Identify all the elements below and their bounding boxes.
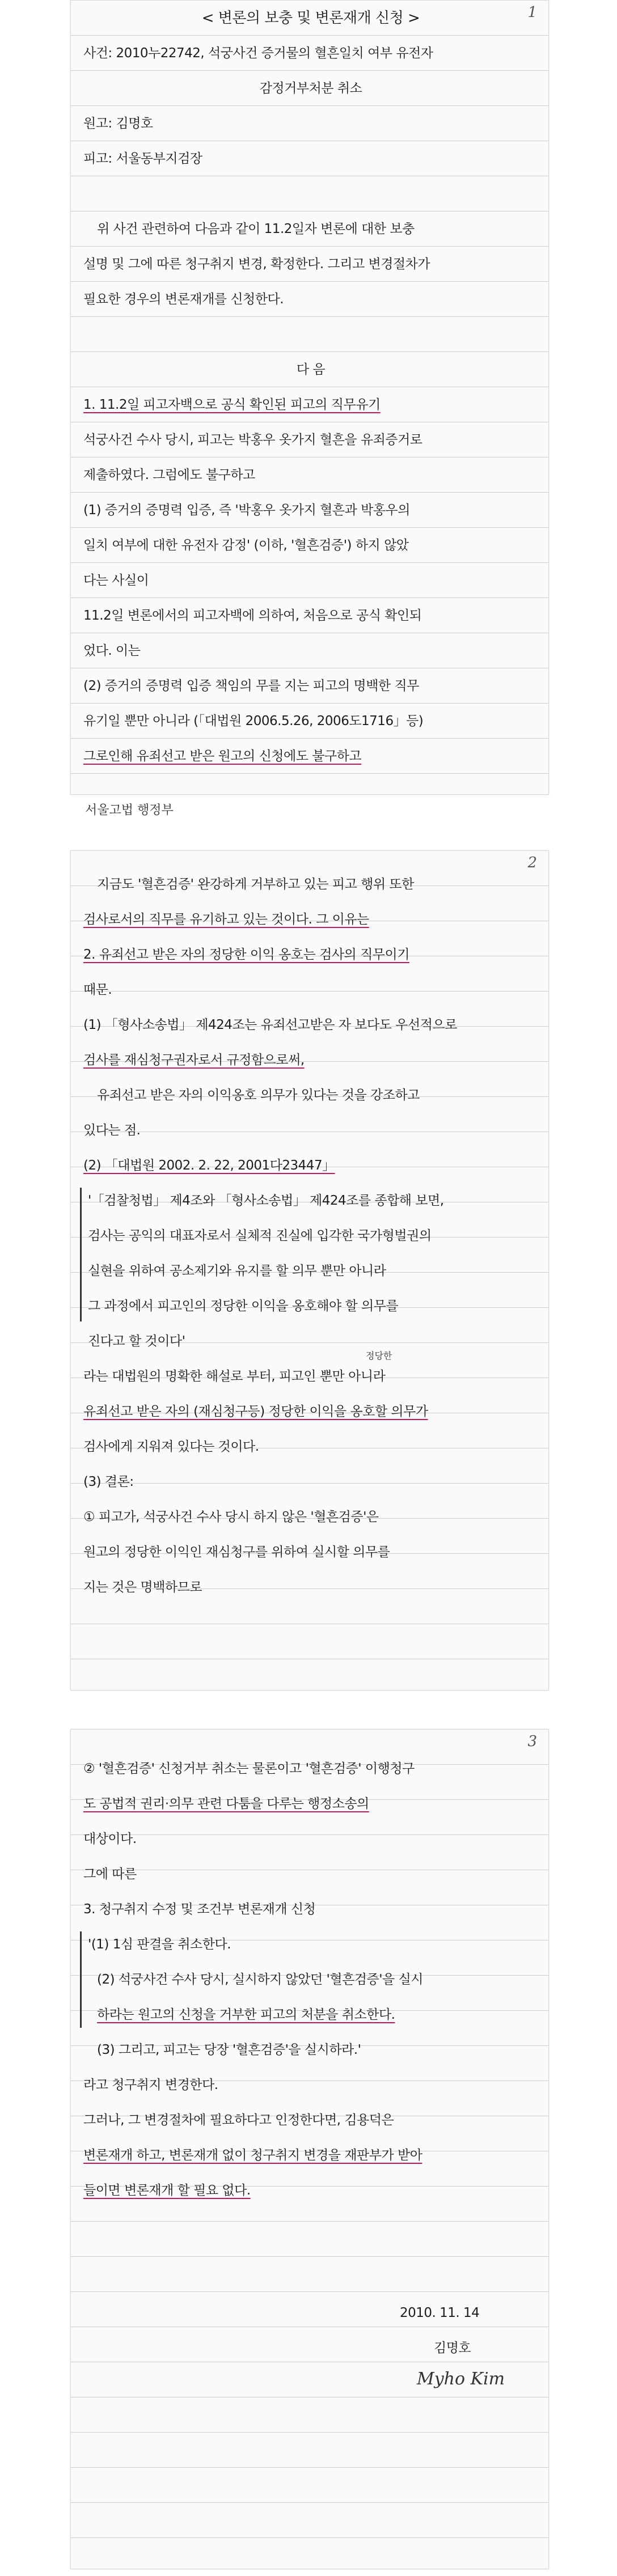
section-heading: 다 음 <box>296 362 326 377</box>
quote-line: '「검찰청법」 제4조와 「형사소송법」 제424조를 종합해 보면, <box>88 1193 444 1208</box>
body-line: (3) 결론: <box>83 1475 134 1489</box>
body-line: (2) 증거의 증명력 입증 책임의 무를 지는 피고의 명백한 직무 <box>83 679 419 693</box>
body-line: 2. 유죄선고 받은 자의 정당한 이익 옹호는 검사의 직무이기 <box>83 947 409 962</box>
page-1 <box>70 0 549 795</box>
body-line: 1. 11.2일 피고자백으로 공식 확인된 피고의 직무유기 <box>83 397 381 412</box>
body-line: 검사에게 지워져 있다는 것이다. <box>83 1439 259 1454</box>
body-line: 있다는 점. <box>83 1123 141 1138</box>
claim-line: 하라는 원고의 신청을 거부한 피고의 처분을 취소한다. <box>97 2007 395 2022</box>
body-line: (1) 「형사소송법」 제424조는 유죄선고받은 자 보다도 우선적으로 <box>83 1018 457 1032</box>
page-number: 3 <box>527 1733 537 1750</box>
body-line: 유죄선고 받은 자의 이익옹호 의무가 있다는 것을 강조하고 <box>97 1088 420 1103</box>
body-line: 대상이다. <box>83 1832 137 1846</box>
claim-line: (3) 그리고, 피고는 당장 '혈흔검증'을 실시하라.' <box>97 2043 361 2057</box>
intro-line: 필요한 경우의 변론재개를 신청한다. <box>83 292 284 307</box>
document-title: < 변론의 보충 및 변론재개 신청 > <box>201 10 420 27</box>
case-line: 사건: 2010누22742, 석궁사건 증거물의 혈흔일치 여부 유전자 <box>83 46 433 61</box>
body-line: 들이면 변론재개 할 필요 없다. <box>83 2183 251 2198</box>
page-number: 1 <box>527 4 537 21</box>
date: 2010. 11. 14 <box>400 2306 480 2320</box>
body-line: 지금도 '혈흔검증' 완강하게 거부하고 있는 피고 행위 또한 <box>97 877 414 892</box>
case-line: 감정거부처분 취소 <box>259 81 362 96</box>
body-line: 그로인해 유죄선고 받은 원고의 신청에도 불구하고 <box>83 749 362 764</box>
body-line: 그러나, 그 변경절차에 필요하다고 인정한다면, 김용덕은 <box>83 2113 394 2128</box>
page-2 <box>70 850 549 1690</box>
quote-line: 검사는 공익의 대표자로서 실체적 진실에 입각한 국가형벌권의 <box>88 1228 432 1243</box>
claim-line: '(1) 1심 판결을 취소한다. <box>88 1937 231 1952</box>
body-line: 유죄선고 받은 자의 (재심청구등) 정당한 이익을 옹호할 의무가 <box>83 1404 428 1419</box>
body-line: 석궁사건 수사 당시, 피고는 박홍우 옷가지 혈흔을 유죄증거로 <box>83 433 422 447</box>
intro-line: 설명 및 그에 따른 청구취지 변경, 확정한다. 그리고 변경절차가 <box>83 257 430 272</box>
body-line: 그에 따른 <box>83 1867 137 1882</box>
margin-bracket <box>80 1931 82 2028</box>
body-line: 일치 여부에 대한 유전자 감정' (이하, '혈흔검증') 하지 않았 <box>83 538 409 553</box>
inserted-word: 정당한 <box>366 1350 392 1361</box>
body-line: 변론재개 하고, 변론재개 없이 청구취지 변경을 재판부가 받아 <box>83 2148 422 2163</box>
body-line: 었다. 이는 <box>83 643 141 658</box>
body-line: 라고 청구취지 변경한다. <box>83 2078 218 2092</box>
section-heading: 3. 청구취지 수정 및 조건부 변론재개 신청 <box>83 1902 316 1917</box>
body-line: 때문. <box>83 982 112 997</box>
signature: Myho Kim <box>417 2369 505 2389</box>
body-line: 11.2일 변론에서의 피고자백에 의하여, 처음으로 공식 확인되 <box>83 608 422 623</box>
body-line: 검사로서의 직무를 유기하고 있는 것이다. 그 이유는 <box>83 912 369 927</box>
plaintiff-line: 원고: 김명호 <box>83 116 153 131</box>
body-line: ② '혈흔검증' 신청거부 취소는 물론이고 '혈흔검증' 이행청구 <box>83 1761 415 1776</box>
margin-bracket <box>80 1188 82 1321</box>
body-line: 유기일 뿐만 아니라 (「대법원 2006.5.26, 2006도1716」등) <box>83 714 424 728</box>
page-3 <box>70 1729 549 2569</box>
body-line: 도 공법적 권리·의무 관련 다툼을 다루는 행정소송의 <box>83 1797 369 1811</box>
body-line: 지는 것은 명백하므로 <box>83 1580 202 1595</box>
body-line: 제출하였다. 그럼에도 불구하고 <box>83 468 255 482</box>
page-number: 2 <box>527 854 537 871</box>
body-line: 라는 대법원의 명확한 해설로 부터, 피고인 뿐만 아니라 <box>83 1369 386 1384</box>
court-note: 서울고법 행정부 <box>85 803 174 817</box>
quote-line: 그 과정에서 피고인의 정당한 이익을 옹호해야 할 의무를 <box>88 1299 399 1314</box>
body-line: 검사를 재심청구권자로서 규정함으로써, <box>83 1053 305 1067</box>
signer-name: 김명호 <box>434 2341 471 2355</box>
intro-line: 위 사건 관련하여 다음과 같이 11.2일자 변론에 대한 보충 <box>97 222 415 236</box>
claim-line: (2) 석궁사건 수사 당시, 실시하지 않았던 '혈흔검증'을 실시 <box>97 1972 424 1987</box>
quote-line: 실현을 위하여 공소제기와 유지를 할 의무 뿐만 아니라 <box>88 1264 386 1278</box>
defendant-line: 피고: 서울동부지검장 <box>83 151 202 166</box>
body-line: ① 피고가, 석궁사건 수사 당시 하지 않은 '혈흔검증'은 <box>83 1510 379 1524</box>
body-line: (1) 증거의 증명력 입증, 즉 '박홍우 옷가지 혈흔과 박홍우의 <box>83 503 410 518</box>
body-line: 다는 사실이 <box>83 573 149 588</box>
quote-line: 진다고 할 것이다' <box>88 1334 185 1349</box>
body-line: (2) 「대법원 2002. 2. 22, 2001다23447」 <box>83 1158 335 1173</box>
body-line: 원고의 정당한 이익인 재심청구를 위하여 실시할 의무를 <box>83 1545 390 1560</box>
